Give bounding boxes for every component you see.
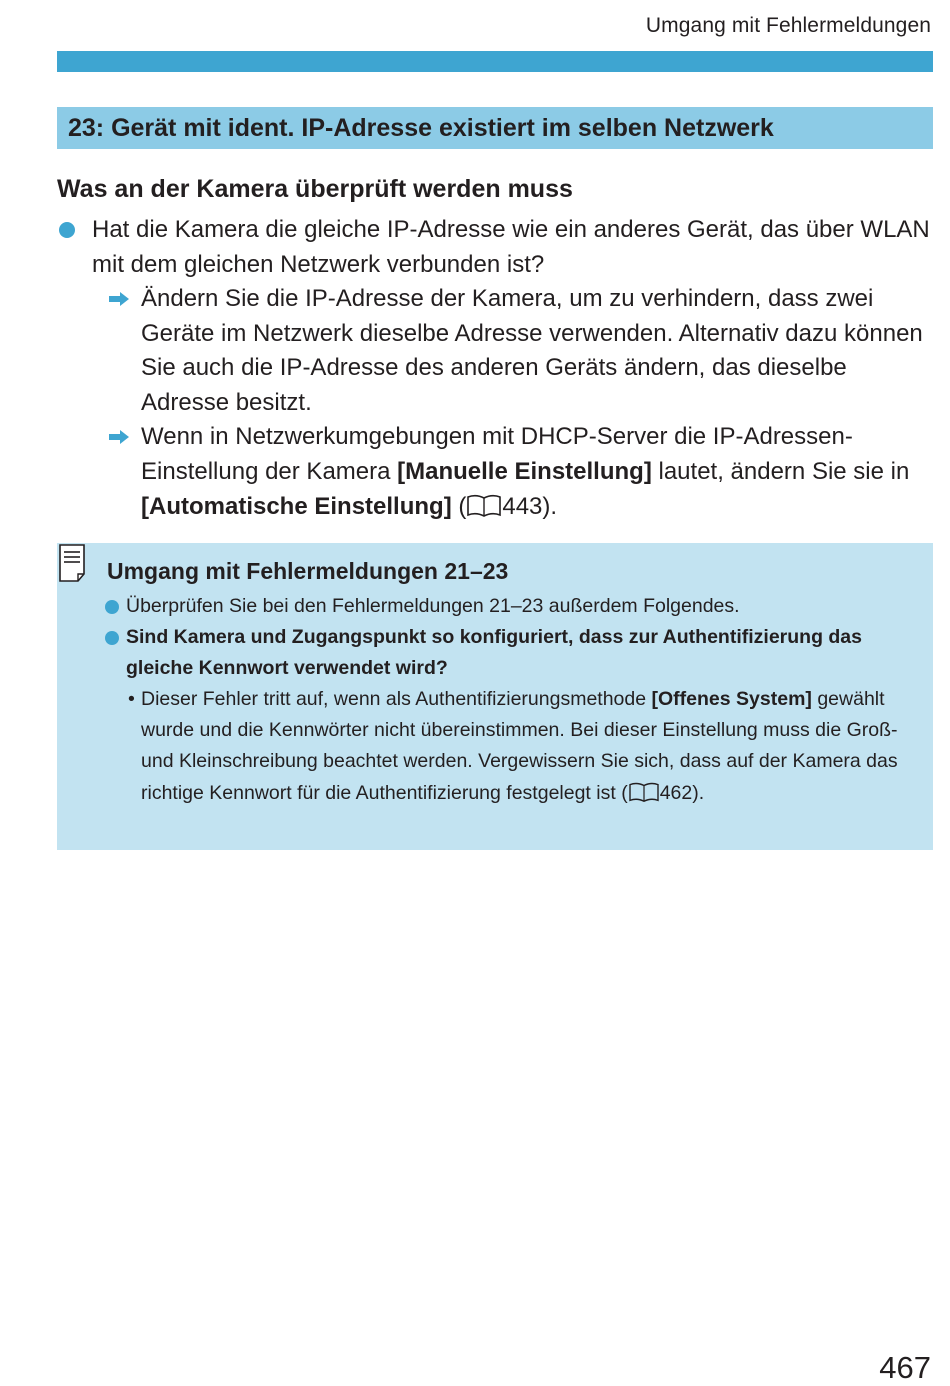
running-head: Umgang mit Fehlermeldungen	[645, 14, 931, 37]
remedy-text-part: ).	[542, 492, 558, 520]
note-text-part: ).	[692, 781, 705, 804]
note-box	[57, 543, 933, 850]
arrow-right-icon	[107, 428, 131, 446]
section-heading: 23: Gerät mit ident. IP-Adresse existiert im selben Netzwerk	[57, 107, 933, 149]
note-text-part: Dieser Fehler tritt auf, wenn als Authentifizierungsmethode	[141, 688, 652, 710]
sub-bullet: •	[128, 688, 135, 710]
memo-icon	[59, 544, 86, 582]
remedy-text-part: lautet, ändern Sie sie in	[651, 457, 910, 485]
note-item	[105, 622, 925, 684]
check-item	[57, 212, 933, 524]
subheading: Was an der Kamera überprüft werden muss	[57, 175, 573, 203]
note-item	[105, 591, 925, 622]
remedy-text	[141, 420, 933, 524]
top-color-bar	[57, 51, 933, 72]
note-sub-item	[128, 684, 928, 809]
arrow-right-icon	[107, 290, 131, 308]
page-number: 467	[879, 1350, 931, 1385]
book-reference-icon	[466, 494, 502, 518]
bullet-dot-icon	[105, 600, 119, 614]
note-sub-text	[141, 684, 928, 809]
check-question: Hat die Kamera die gleiche IP-Adresse wie ein anderes Gerät, das über WLAN mit dem gleichen Netzwerk verbunden ist?	[92, 216, 930, 278]
setting-name: [Offenes System]	[651, 688, 812, 710]
page-reference[interactable]: 443	[502, 492, 543, 520]
bullet-dot-icon	[59, 222, 75, 238]
remedy-text-part: Wenn in Netzwerkumgebungen mit DHCP-Server die IP-Adressen-Einstellung der Kamera	[141, 423, 853, 485]
note-title: Umgang mit Fehlermeldungen 21–23	[107, 558, 509, 584]
note-item-text: Überprüfen Sie bei den Fehlermeldungen 21–23 außerdem Folgendes.	[126, 595, 740, 617]
remedy-item	[107, 282, 933, 420]
setting-name: [Manuelle Einstellung]	[397, 457, 652, 485]
bullet-dot-icon	[105, 631, 119, 645]
note-item-text: Sind Kamera und Zugangspunkt so konfiguriert, dass zur Authentifizierung das gleiche Kennwort verwendet wird?	[126, 626, 863, 679]
remedy-text-part: (	[451, 492, 467, 520]
remedy-text: Ändern Sie die IP-Adresse der Kamera, um zu verhindern, dass zwei Geräte im Netzwerk dieselbe Adresse verwenden. Alternativ dazu können Sie auch die IP-Adresse des anderen Geräts ändern, das dieselbe Adresse besitzt.	[141, 285, 923, 416]
note-text-part: gewählt wurde und die Kennwörter nicht übereinstimmen. Bei dieser Einstellung muss die Groß- und Kleinschreibung beachtet werden. Vergewissern Sie sich, dass auf der Kamera das richtige Kennwort für die Authentifizierung festgelegt ist (	[141, 688, 898, 804]
setting-name: [Automatische Einstellung]	[141, 492, 452, 520]
page-reference[interactable]: 462	[659, 781, 693, 804]
remedy-item	[107, 420, 933, 524]
book-reference-icon	[628, 782, 660, 803]
